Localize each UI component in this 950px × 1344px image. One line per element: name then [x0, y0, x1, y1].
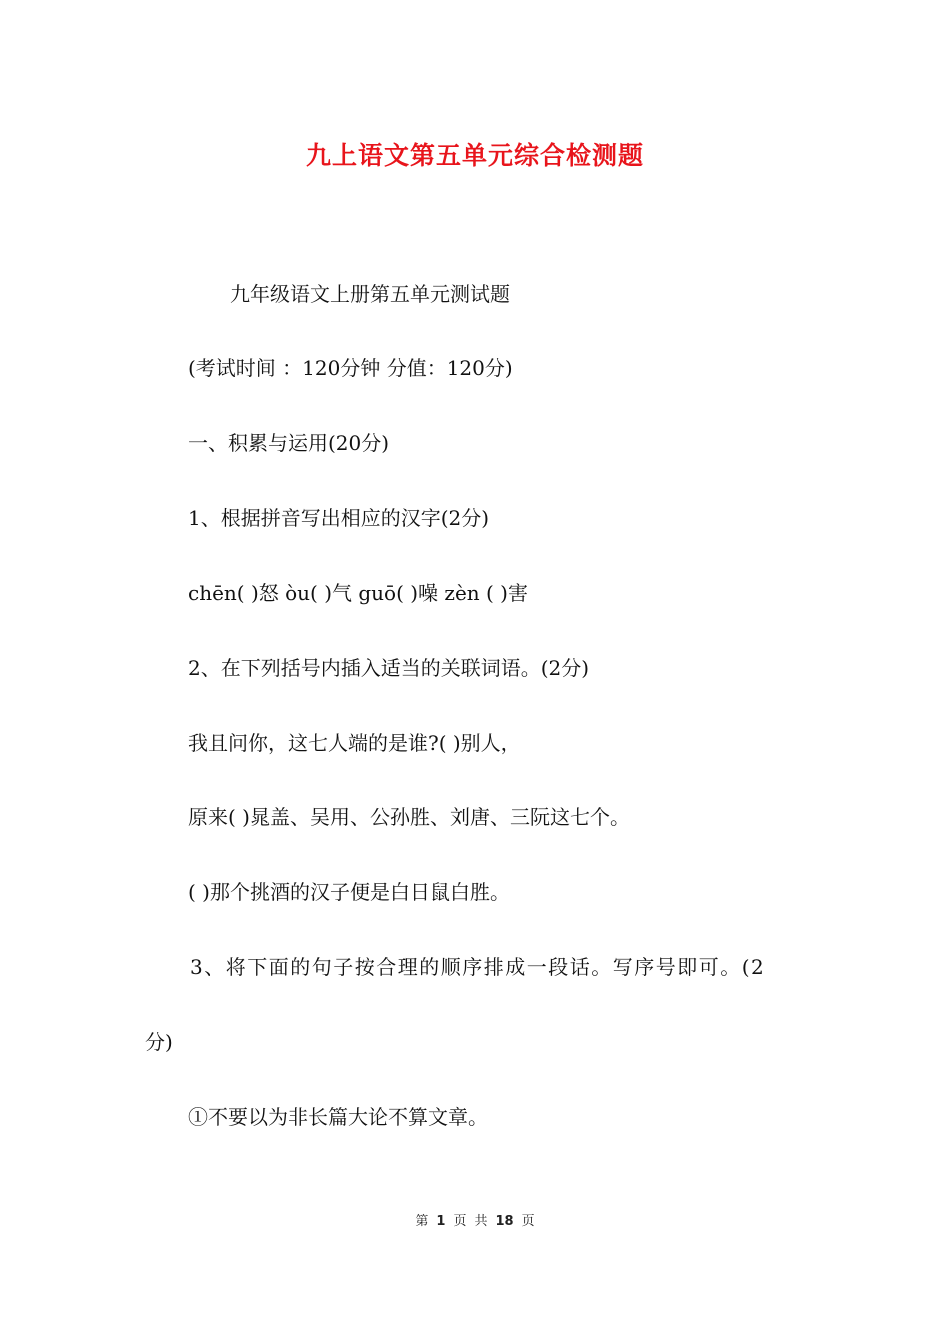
exam-info: (考试时间 ：120分钟 分值：120分)	[188, 356, 513, 380]
section-heading: 一、积累与运用(20分)	[188, 431, 390, 455]
question-2: 2、在下列括号内插入适当的关联词语。(2分)	[188, 656, 590, 680]
footer-mid-2: 共	[474, 1214, 488, 1229]
question-1: 1、根据拼音写出相应的汉字(2分)	[188, 506, 490, 530]
footer-page-number: 1	[436, 1214, 446, 1229]
footer-total-pages: 18	[495, 1214, 514, 1229]
question-2-line-1: 我且问你，这七人端的是谁?( )别人，	[188, 731, 521, 755]
footer-mid-1: 页	[453, 1214, 467, 1229]
footer-suffix: 页	[521, 1214, 535, 1229]
subtitle: 九年级语文上册第五单元测试题	[230, 282, 510, 306]
question-2-line-2: 原来( )晁盖、吴用、公孙胜、刘唐、三阮这七个。	[188, 805, 630, 829]
question-3: 3、将下面的句子按合理的顺序排成一段话。写序号即可。(2	[190, 955, 766, 979]
page-footer	[0, 1210, 950, 1229]
document-title: 九上语文第五单元综合检测题	[305, 141, 644, 170]
question-3-item-1: ①不要以为非长篇大论不算文章。	[188, 1105, 488, 1129]
question-1-pinyin: chēn( )怒 òu( )气 guō( )噪 zèn ( )害	[188, 581, 528, 605]
footer-prefix: 第	[415, 1214, 429, 1229]
question-2-line-3: ( )那个挑酒的汉子便是白日鼠白胜。	[188, 880, 510, 904]
question-3-continued: 分)	[145, 1030, 173, 1054]
